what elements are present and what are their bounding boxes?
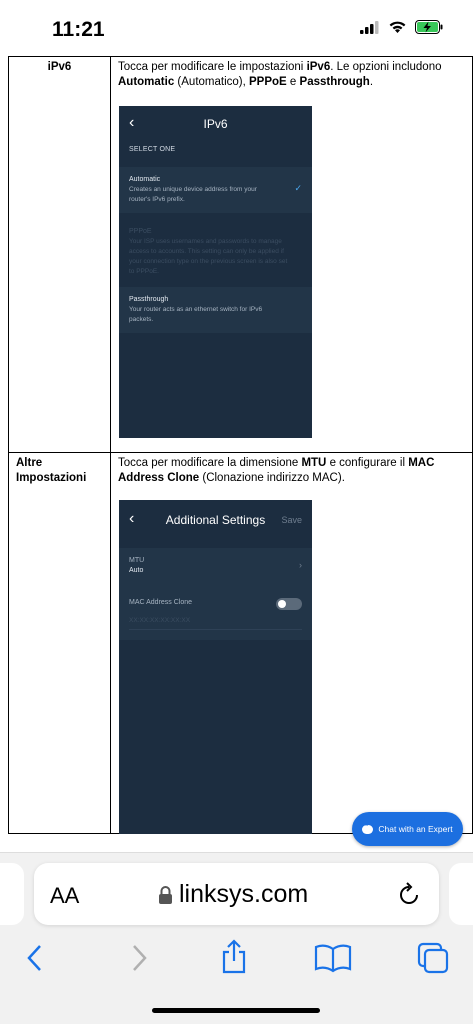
browser-nav-bar [0,943,473,983]
table-row [8,56,473,453]
row-label: Altre Impostazioni [16,457,87,484]
tabs-icon[interactable] [416,941,450,980]
phone-title: IPv6 [203,117,228,131]
clock: 11:21 [52,18,105,41]
home-indicator [152,1008,320,1013]
mac-address-placeholder: XX:XX:XX:XX:XX:XX [129,616,302,630]
checkmark-icon: ✓ [294,183,302,193]
url-field[interactable] [158,880,308,909]
forward-icon[interactable] [128,943,150,978]
back-icon[interactable] [24,943,46,978]
row-label: iPv6 [47,61,72,73]
select-one-label: SELECT ONE [129,146,176,153]
phone-header [119,106,312,142]
row-description: Tocca per modificare la dimensione MTU e configurare il MAC Address Clone (Clonazione indirizzo MAC). [118,457,435,484]
option-pppoe: PPPoE Your ISP uses usernames and passwords to manage access to accounts. This setting can only be applied if your connection type on the previous screen is also set to PPPoE. [129,228,288,275]
url-text: linksys.com [179,880,309,908]
bookmarks-icon[interactable] [313,943,353,978]
address-bar[interactable] [34,863,439,925]
column-divider [110,57,111,452]
status-icons [360,20,443,34]
phone-header [119,500,312,540]
option-passthrough: Passthrough Your router acts as an ethernet switch for IPv6 packets. [119,287,312,333]
table-row [8,453,473,834]
next-tab-peek[interactable] [449,863,473,925]
reload-icon[interactable] [397,881,421,907]
lock-icon [158,885,173,905]
battery-charging-icon [415,20,443,34]
reader-settings-button[interactable]: AA [50,883,80,908]
mac-clone-field: MAC Address Clone XX:XX:XX:XX:XX:XX [129,598,302,630]
chat-bubble-icon [362,825,373,834]
browser-toolbar [0,852,473,1024]
document-table [8,56,473,834]
signal-icon [360,21,380,34]
save-label: Save [281,515,302,525]
chat-button-label: Chat with an Expert [378,824,453,834]
mac-clone-toggle [276,598,302,610]
row-description: Tocca per modificare le impostazioni iPv6. Le opzioni includono Automatic (Automatico), PPPoE e Passthrough. [118,61,442,88]
share-icon[interactable] [219,939,249,980]
back-chevron-icon: ‹ [129,510,135,527]
option-automatic: Automatic Creates an unique device address from your router's IPv6 prefix. ✓ [119,167,312,213]
chat-with-expert-button[interactable] [352,812,463,846]
column-divider [110,453,111,833]
status-bar [0,0,473,56]
additional-settings-screenshot [119,500,312,834]
chevron-right-icon: › [299,560,302,570]
wifi-icon [388,20,407,34]
previous-tab-peek[interactable] [0,863,24,925]
settings-section [119,548,312,640]
back-chevron-icon: ‹ [129,114,135,131]
ipv6-screenshot [119,106,312,438]
phone-title: Additional Settings [165,513,266,527]
mtu-field: MTU Auto › [129,557,302,574]
